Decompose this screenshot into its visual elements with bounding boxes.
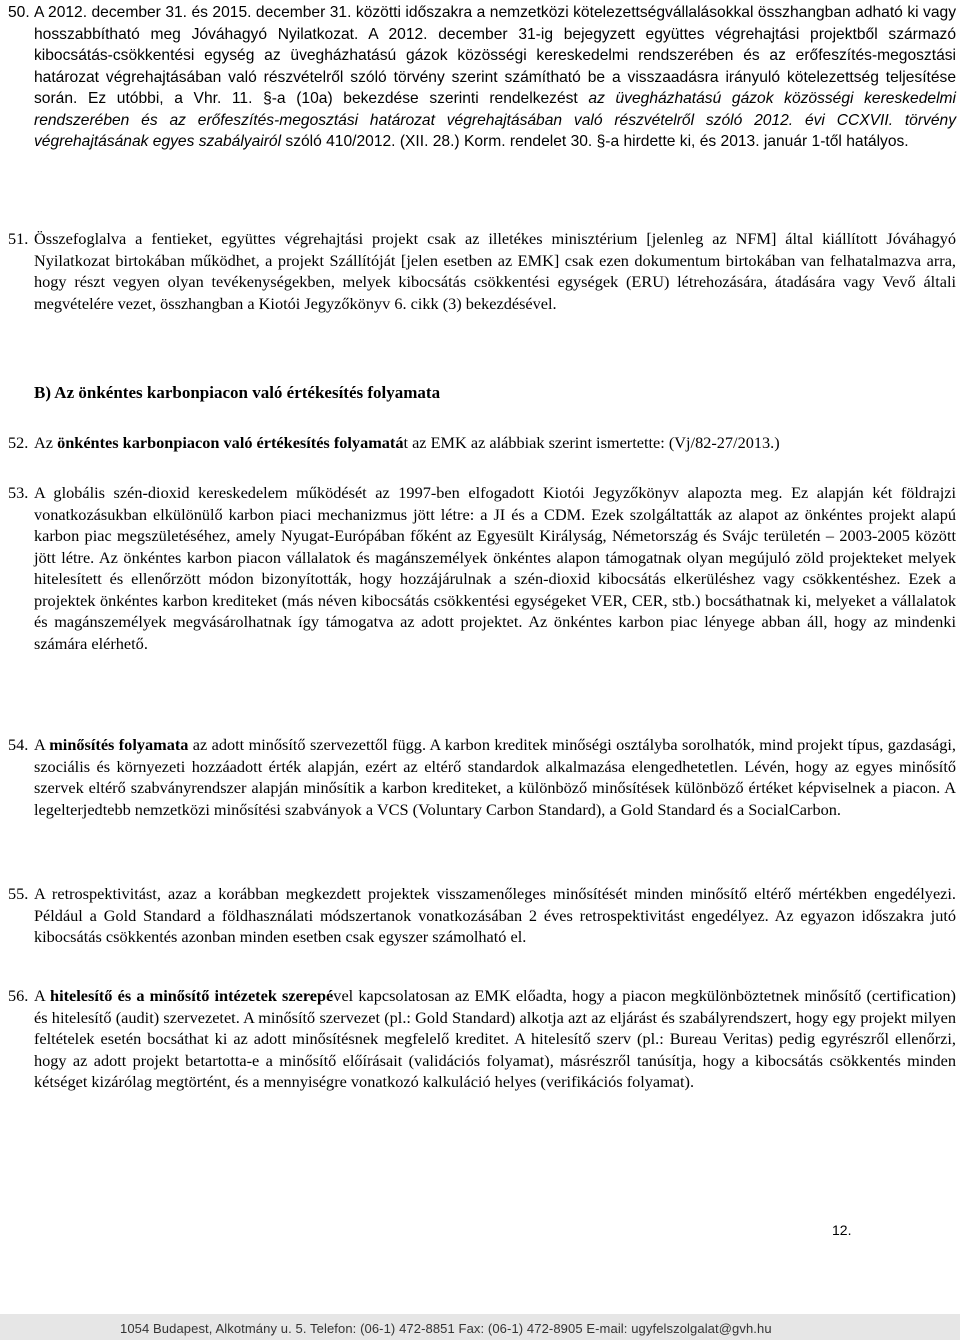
page-number: 12. — [832, 1222, 852, 1238]
paragraph-text: A hitelesítő és a minősítő intézetek szerepével kapcsolatosan az EMK előadta, hogy a piacon megkülönböztetnek minősítő (certification) és hitelesítő (audit) szervezetet. A minősítő szervezet (pl.: Gold Standard) alkotja azt az eljárást és szabályrendszert, hogy egy projekt milyen feltételek esetén bocsáthat ki az adott minősítésnek megfelelő kreditet. A hitelesítő szerv (pl.: Bureau Veritas) pedig egyrészről ellenőrzi, hogy az adott projekt betartotta-e a minősítő előírásait (validációs folyamat), másrészről tanúsítja, hogy a kibocsátás csökkentés minden kétséget kizárólag megtörtént, és a mennyiségre vonatkozó kalkuláció helyes (verifikációs folyamat). — [34, 986, 956, 1091]
paragraph-number: 53. — [8, 483, 29, 502]
paragraph-text: Az önkéntes karbonpiacon való értékesítés folyamatát az EMK az alábbiak szerint ismertette: (Vj/82-27/2013.) — [34, 433, 780, 452]
paragraph-51 — [8, 228, 956, 314]
paragraph-number: 52. — [8, 433, 29, 452]
paragraph-text: A globális szén-dioxid kereskedelem működését az 1997-ben elfogadott Kiotói Jegyzőkönyv alapozta meg. Ez alapján két földrajzi vonatkozásukban elkülönülő karbon piaci mechanizmus jött létre: a JI és a CDM. Ezek szolgáltatták az alapot az önkéntes projekt alapú karbon piac megszületéséhez, amely Nyugat-Európában főként az Egyesült Királyság, Németország és Svájc területén – 2003-2005 között jött létre. Az önkéntes karbon piacon vállalatok és magánszemélyek önkéntes alapon támogatnak olyan megújuló zöld projekteket melyek hitelesített és ellenőrzött módon bizonyították, hogy hozzájárulnak a szén-dioxid kibocsátás elkerüléshez vagy csökkentéshez. Ezek a projektek önkéntes karbon krediteket (más néven kibocsátás csökkentési egységeket VER, CER, stb.) bocsáthatnak ki, melyeket a vállalatok és magánszemélyek megvásárolhatnak így támogatva az adott projektet. Az önkéntes karbon piac lényege abban áll, hogy az mindenki számára elérhető. — [34, 483, 956, 653]
paragraph-53 — [8, 482, 956, 654]
section-heading: B) Az önkéntes karbonpiacon való értékesítés folyamata — [34, 383, 441, 402]
paragraph-text: A minősítés folyamata az adott minősítő szervezettől függ. A karbon kreditek minőségi osztályba sorolhatók, mind projekt típus, gazdasági, szociális és környezeti hozzáadott érték alapján, ezért az eltérő standardok alkalmazása elengedhetetlen. Lévén, hogy az egyes minősítő szervek eltérő szabványrendszer alapján minősítik a karbon krediteket, a különböző minősítések különböző értéket képviselnek a piacon. A legelterjedtebb nemzetközi minősítési szabványok a VCS (Voluntary Carbon Standard), a Gold Standard és a SocialCarbon. — [34, 735, 956, 819]
paragraph-55 — [8, 883, 956, 948]
paragraph-50 — [8, 2, 956, 153]
paragraph-number: 51. — [8, 229, 29, 248]
paragraph-52 — [8, 432, 956, 454]
paragraph-number: 56. — [8, 986, 29, 1005]
paragraph-text: A retrospektivitást, azaz a korábban megkezdett projektek visszamenőleges minősítését minden minősítő eltérő mértékben engedélyezi. Például a Gold Standard a földhasználati módszertanok vonatkozásában 2 éves retrospektivitást engedélyez. Az egyazon időszakra jutó kibocsátás csökkentés azonban minden esetben csak egyszer számolható el. — [34, 884, 956, 946]
paragraph-text: A 2012. december 31. és 2015. december 31. közötti időszakra a nemzetközi kötelezettségvállalásokkal összhangban adható ki vagy hosszabbítható meg Jóváhagyó Nyilatkozat. A 2012. december 31-ig bejegyzett együttes végrehajtási projektből származó kibocsátás-csökkentési egység az üvegházhatású gázok közösségi kereskedelmi rendszerében és az erőfeszítés-megosztási határozat végrehajtásában való részvételről szóló törvény szerint számítható be a visszaadásra irányuló kötelezettség teljesítése során. Ez utóbbi, a Vhr. 11. §-a (10a) bekezdése szerinti rendelkezést az üvegházhatású gázok közösségi kereskedelmi rendszerében és az erőfeszítés-megosztási határozat végrehajtásában való részvételről szóló 2012. évi CCXVII. törvény végrehajtásának egyes szabályairól szóló 410/2012. (XII. 28.) Korm. rendelet 30. §-a hirdette ki, és 2013. január 1-től hatályos. — [34, 4, 956, 150]
page-footer — [0, 1314, 960, 1340]
paragraph-54 — [8, 734, 956, 820]
paragraph-number: 54. — [8, 735, 29, 754]
footer-contact-text: 1054 Budapest, Alkotmány u. 5. Telefon: (06-1) 472-8851 Fax: (06-1) 472-8905 E-mail: ugyfelszolgalat@gvh.hu — [120, 1321, 772, 1336]
paragraph-number: 50. — [8, 4, 30, 21]
paragraph-56 — [8, 985, 956, 1093]
paragraph-number: 55. — [8, 884, 29, 903]
paragraph-text: Összefoglalva a fentieket, együttes végrehajtási projekt csak az illetékes minisztérium [jelenleg az NFM] által kiállított Jóváhagyó Nyilatkozat birtokában működhet, a projekt Szállítóját [jelen esetben az EMK] csak ezen dokumentum birtokában van felhatalmazva arra, hogy részt vegyen olyan tevékenységekben, melyek kibocsátás csökkentési egységek (ERU) létrehozására, átadására vagy Vevő általi megvételére vezet, összhangban a Kiotói Jegyzőkönyv 6. cikk (3) bekezdésével. — [34, 229, 956, 313]
